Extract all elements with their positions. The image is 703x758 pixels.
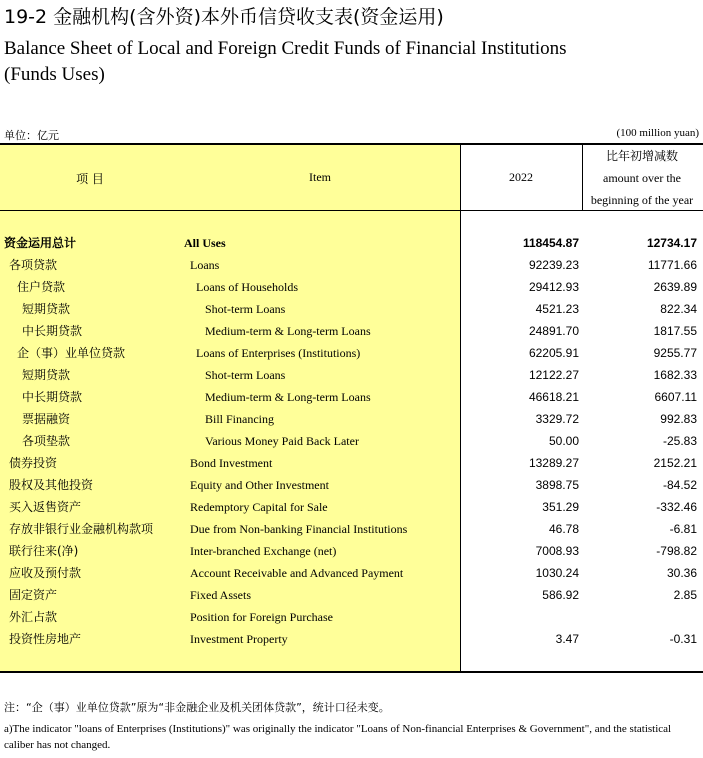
table-row — [0, 298, 703, 320]
row-value-2022: 50.00 — [548, 434, 579, 448]
row-value-2022: 118454.87 — [522, 236, 579, 250]
row-label-en: Bond Investment — [190, 456, 273, 470]
row-value-2022: 3898.75 — [535, 478, 579, 492]
row-label-cn: 中长期贷款 — [22, 324, 83, 338]
table-row — [0, 540, 703, 562]
row-value-2022: 1030.24 — [535, 566, 579, 580]
row-value-change: 2639.89 — [653, 280, 697, 294]
table-row — [0, 320, 703, 342]
row-value-change: 1682.33 — [653, 368, 697, 382]
row-value-2022: 7008.93 — [535, 544, 579, 558]
row-label-en: Position for Foreign Purchase — [190, 610, 333, 624]
table-row — [0, 386, 703, 408]
row-value-change: 30.36 — [666, 566, 697, 580]
table-row — [0, 342, 703, 364]
row-label-cn: 住户贷款 — [17, 280, 66, 294]
row-value-change: 11771.66 — [647, 258, 697, 272]
table-bottom-rule — [0, 671, 703, 673]
row-label-en: Account Receivable and Advanced Payment — [190, 566, 404, 580]
table-body — [0, 232, 703, 650]
table-row — [0, 606, 703, 628]
row-label-cn: 各项贷款 — [9, 258, 58, 272]
row-label-cn: 存放非银行业金融机构款项 — [9, 522, 154, 536]
row-label-cn: 固定资产 — [9, 588, 58, 602]
row-value-change: 6607.11 — [654, 390, 697, 404]
row-label-cn: 外汇占款 — [9, 610, 58, 624]
row-label-cn: 票据融资 — [22, 412, 71, 426]
header-item-en: Item — [309, 170, 331, 184]
row-label-en: Medium-term & Long-term Loans — [205, 324, 371, 338]
header-item-cn: 项 目 — [76, 172, 104, 186]
row-value-change: -332.46 — [656, 500, 697, 514]
row-value-change: -798.82 — [656, 544, 697, 558]
row-label-en: Shot-term Loans — [205, 302, 286, 316]
row-label-cn: 买入返售资产 — [9, 500, 82, 514]
header-change — [581, 145, 703, 211]
row-value-change: 2152.21 — [653, 456, 697, 470]
row-value-2022: 4521.23 — [535, 302, 579, 316]
table-row — [0, 562, 703, 584]
row-label-en: Equity and Other Investment — [190, 478, 329, 492]
row-label-cn: 短期贷款 — [22, 368, 71, 382]
footnote-cn: 注：“企（事）业单位贷款”原为“非金融企业及机关团体贷款”，统计口径未变。 — [4, 701, 390, 714]
table-row — [0, 496, 703, 518]
row-label-en: Fixed Assets — [190, 588, 252, 602]
row-label-cn: 资金运用总计 — [4, 236, 77, 250]
table-row — [0, 254, 703, 276]
balance-sheet-table — [0, 143, 703, 673]
row-value-2022: 92239.23 — [528, 258, 579, 272]
row-label-cn: 应收及预付款 — [9, 566, 82, 580]
row-value-2022: 62205.91 — [528, 346, 579, 360]
row-value-change: 992.83 — [660, 412, 697, 426]
row-label-cn: 投资性房地产 — [9, 632, 82, 646]
page-title-cn: 19-2 金融机构(含外资)本外币信贷收支表(资金运用) — [4, 6, 444, 28]
row-label-en: Loans of Households — [196, 280, 298, 294]
row-label-en: Shot-term Loans — [205, 368, 286, 382]
row-value-change: 2.85 — [673, 588, 697, 602]
unit-label-cn: 单位：亿元 — [4, 129, 59, 142]
row-label-cn: 联行往来(净) — [9, 544, 79, 558]
page-title-en-line2: (Funds Uses) — [4, 64, 105, 85]
header-change-en2: beginning of the year — [590, 193, 694, 207]
row-value-change: -25.83 — [662, 434, 697, 448]
row-value-2022: 586.92 — [542, 588, 579, 602]
table-row — [0, 430, 703, 452]
row-label-en: Loans of Enterprises (Institutions) — [196, 346, 361, 360]
row-value-2022: 12122.27 — [528, 368, 579, 382]
row-label-cn: 债券投资 — [9, 456, 58, 470]
row-value-change: 12734.17 — [646, 236, 697, 250]
table-row — [0, 584, 703, 606]
row-label-cn: 中长期贷款 — [22, 390, 83, 404]
table-row — [0, 518, 703, 540]
row-value-2022: 46618.21 — [528, 390, 579, 404]
row-label-en: Bill Financing — [205, 412, 274, 426]
row-label-en: Due from Non-banking Financial Institutions — [190, 522, 408, 536]
header-change-cn: 比年初增减数 — [605, 149, 678, 163]
header-change-en1: amount over the — [603, 171, 681, 185]
table-row — [0, 628, 703, 650]
row-value-change: -6.81 — [669, 522, 697, 536]
row-label-en: Medium-term & Long-term Loans — [205, 390, 371, 404]
table-row — [0, 474, 703, 496]
page-title-en — [4, 36, 567, 88]
row-label-en: Various Money Paid Back Later — [205, 434, 359, 448]
header-year: 2022 — [509, 170, 533, 184]
row-value-2022: 24891.70 — [528, 324, 579, 338]
row-value-2022: 351.29 — [542, 500, 579, 514]
row-value-change: -0.31 — [669, 632, 697, 646]
row-label-en: Inter-branched Exchange (net) — [190, 544, 337, 558]
page-title-en-line1: Balance Sheet of Local and Foreign Credit Funds of Financial Institutions — [4, 38, 567, 59]
row-label-cn: 企（事）业单位贷款 — [17, 346, 126, 360]
table-row — [0, 232, 703, 254]
row-value-2022: 3.47 — [555, 632, 579, 646]
row-value-change: 822.34 — [660, 302, 697, 316]
row-label-cn: 短期贷款 — [22, 302, 71, 316]
row-value-change: 1817.55 — [653, 324, 697, 338]
table-row — [0, 408, 703, 430]
table-row — [0, 452, 703, 474]
row-value-2022: 46.78 — [548, 522, 579, 536]
row-label-en: All Uses — [184, 236, 226, 250]
row-value-2022: 3329.72 — [535, 412, 579, 426]
unit-label-en: (100 million yuan) — [616, 127, 699, 139]
row-value-change: -84.52 — [662, 478, 697, 492]
table-row — [0, 364, 703, 386]
row-label-cn: 各项垫款 — [22, 434, 71, 448]
row-label-en: Loans — [190, 258, 220, 272]
row-value-2022: 29412.93 — [528, 280, 579, 294]
row-value-2022: 13289.27 — [528, 456, 579, 470]
row-label-en: Redemptory Capital for Sale — [190, 500, 328, 514]
row-label-en: Investment Property — [190, 632, 288, 646]
row-label-cn: 股权及其他投资 — [9, 478, 94, 492]
table-row — [0, 276, 703, 298]
footnote-en: a)The indicator "loans of Enterprises (Institutions)" was originally the indicator "Loans of Non-financial Enterprises & Government", and the statistical caliber has not changed. — [4, 723, 672, 751]
row-value-change: 9255.77 — [653, 346, 697, 360]
